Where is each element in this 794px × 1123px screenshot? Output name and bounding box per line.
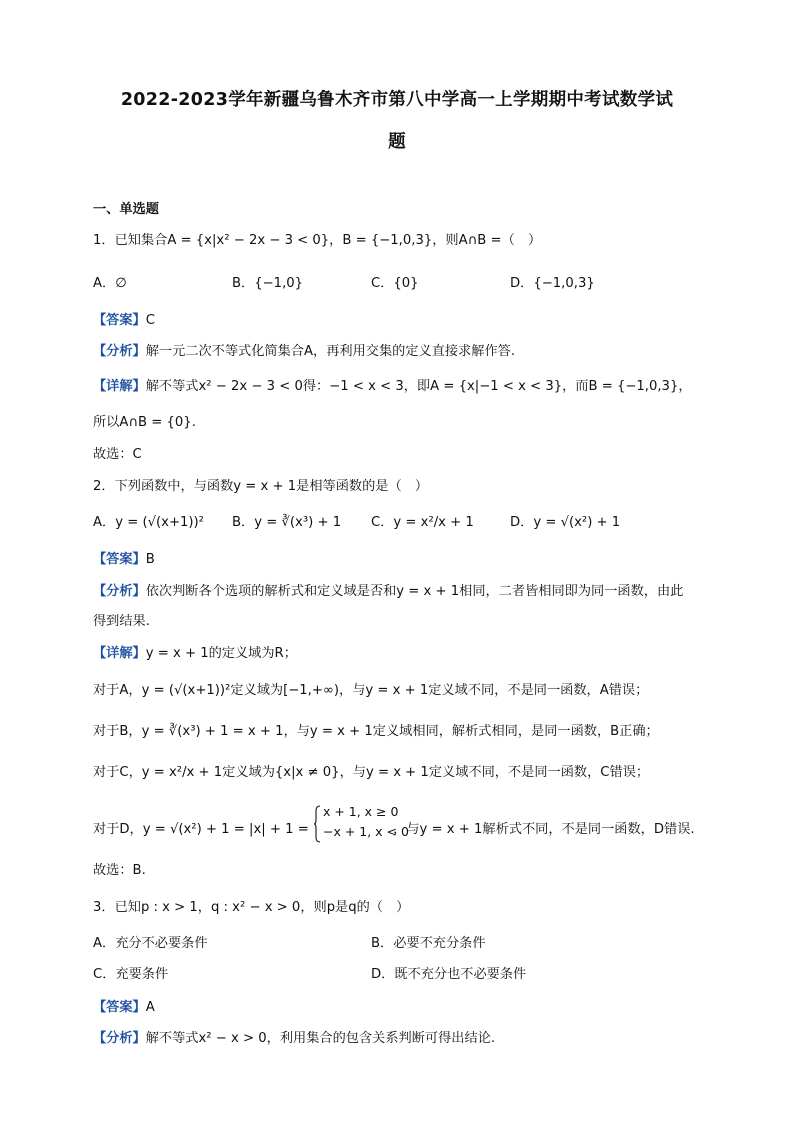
q1-analysis-row: [93, 342, 515, 362]
q1-answer: C: [145, 313, 155, 328]
q2-option-c: C．y = x²/x + 1: [371, 515, 474, 530]
q3-analysis-row: [93, 1029, 495, 1049]
q1-option-c: C．{0}: [371, 276, 419, 291]
q1-detail-row: [93, 377, 692, 397]
piecewise-brace: [313, 804, 409, 844]
q1-answer-row: [93, 311, 155, 331]
q2-option-b: B．y = ∛(x³) + 1: [232, 515, 342, 530]
q1-analysis: 解一元二次不等式化简集合A，再利用交集的定义直接求解作答.: [145, 344, 516, 359]
q3-option-b: B．必要不充分条件: [371, 936, 486, 951]
q2-analysis-row: [93, 582, 683, 602]
q2-answer: B: [145, 552, 155, 567]
q2-detail-d-case-2: −x + 1, x < 0: [322, 824, 409, 839]
left-brace-icon: [313, 805, 321, 843]
q2-answer-tag: 【答案】: [93, 552, 146, 567]
q3-option-a: A．充分不必要条件: [93, 936, 208, 951]
q2-option-a: A．y = (√(x+1))²: [93, 515, 204, 530]
q3-answer: A: [145, 1000, 155, 1015]
q1-option-b: B．{−1,0}: [232, 276, 304, 291]
q1-option-a: A．∅: [93, 276, 127, 291]
q1-conclusion: 故选：C: [93, 447, 142, 462]
q2-analysis-1: 依次判断各个选项的解析式和定义域是否和y = x + 1相同，二者皆相同即为同一函数，由此: [145, 584, 684, 599]
q2-detail-b: 对于B，y = ∛(x³) + 1 = x + 1，与y = x + 1定义域相同，解析式相同，是同一函数，B正确；: [93, 724, 659, 739]
q3-stem: 3．已知p : x > 1，q : x² − x > 0，则p是q的（ ）: [93, 900, 410, 915]
q2-detail-c: 对于C，y = x²/x + 1定义域为{x|x ≠ 0}，与y = x + 1定义域不同，不是同一函数，C错误；: [93, 765, 650, 780]
q2-detail-row: [93, 644, 297, 664]
q2-option-d: D．y = √(x²) + 1: [510, 515, 621, 530]
q2-detail-d-prefix: 对于D，y = √(x²) + 1 = |x| + 1 =: [93, 822, 309, 837]
q2-detail-0: y = x + 1的定义域为R；: [145, 646, 297, 661]
doc-title-line-2: 题: [388, 132, 406, 152]
q3-answer-row: [93, 998, 155, 1018]
q2-stem: 2．下列函数中，与函数y = x + 1是相等函数的是（ ）: [93, 479, 429, 494]
doc-title-line-1: 2022-2023学年新疆乌鲁木齐市第八中学高一上学期期中考试数学试: [120, 90, 674, 110]
q2-analysis-tag: 【分析】: [93, 584, 146, 599]
q2-detail-a: 对于A，y = (√(x+1))²定义域为[−1,+∞)，与y = x + 1定义域不同，不是同一函数，A错误；: [93, 683, 649, 698]
q2-detail-d-case-1: x + 1, x ≥ 0: [322, 804, 399, 819]
q1-option-d: D．{−1,0,3}: [510, 276, 595, 291]
q2-conclusion: 故选：B.: [93, 863, 146, 878]
q1-detail-2: 所以A∩B = {0}.: [93, 415, 196, 430]
q2-detail-d-suffix: ，与y = x + 1解析式不同，不是同一函数，D错误.: [393, 822, 695, 837]
q3-option-d: D．既不充分也不必要条件: [371, 967, 527, 982]
q1-analysis-tag: 【分析】: [93, 344, 146, 359]
q3-analysis-tag: 【分析】: [93, 1031, 146, 1046]
q2-answer-row: [93, 550, 155, 570]
q3-answer-tag: 【答案】: [93, 1000, 146, 1015]
q2-analysis-2: 得到结果.: [93, 614, 150, 629]
q2-detail-tag: 【详解】: [93, 646, 146, 661]
section-heading: 一、单选题: [93, 202, 159, 217]
q2-detail-d: [93, 804, 695, 844]
q1-stem: 1．已知集合A = {x|x² − 2x − 3 < 0}，B = {−1,0,3}，则A∩B =（ ）: [93, 233, 542, 248]
q1-detail-tag: 【详解】: [93, 379, 146, 394]
q3-analysis: 解不等式x² − x > 0，利用集合的包含关系判断可得出结论.: [145, 1031, 496, 1046]
q1-answer-tag: 【答案】: [93, 313, 146, 328]
q1-detail: 解不等式x² − 2x − 3 < 0得：−1 < x < 3，即A = {x|−1 < x < 3}，而B = {−1,0,3}，: [145, 379, 692, 394]
q3-option-c: C．充要条件: [93, 967, 169, 982]
